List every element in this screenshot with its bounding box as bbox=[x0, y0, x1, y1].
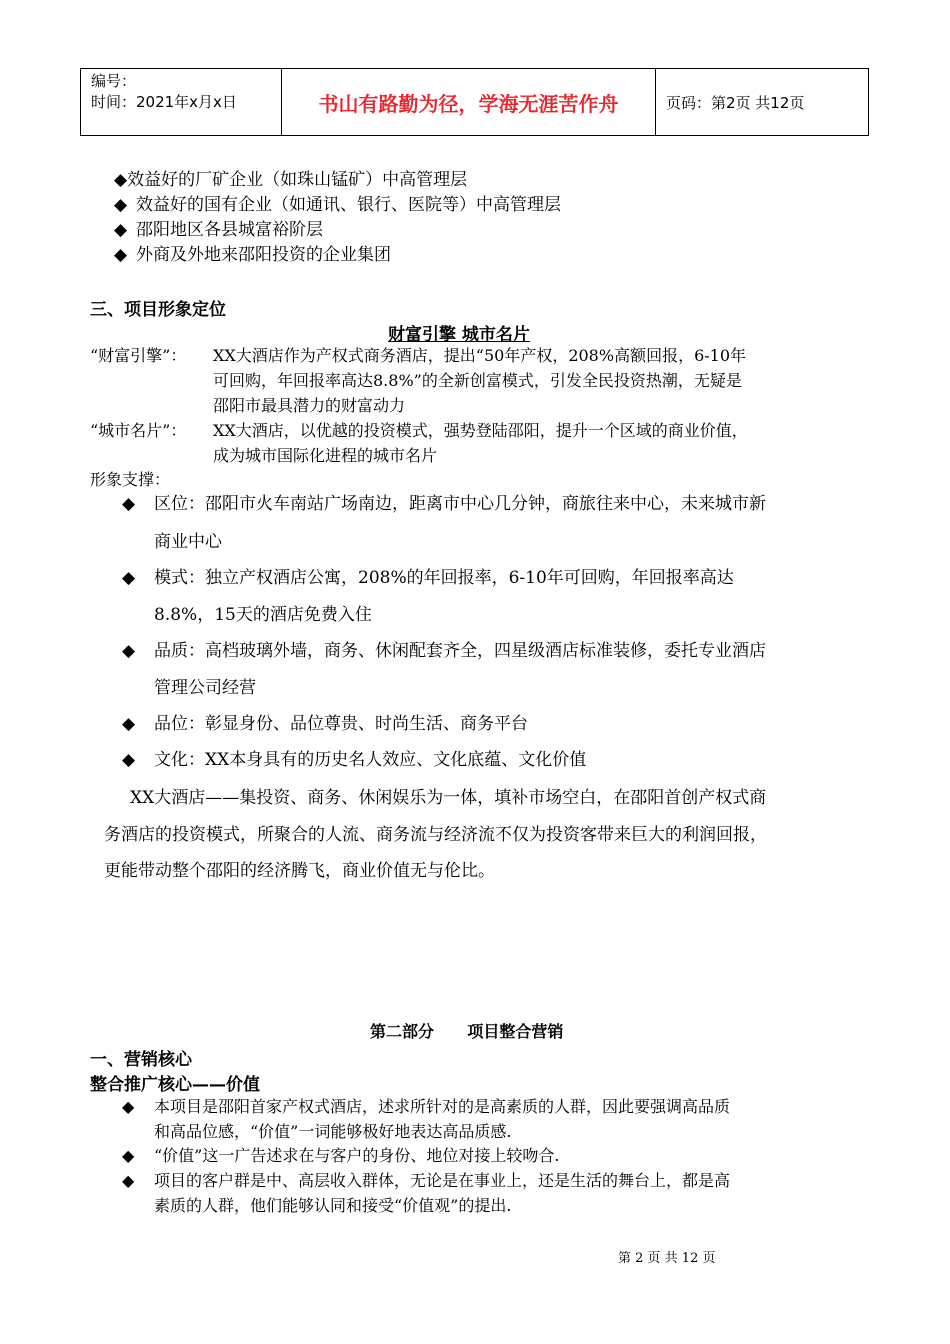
support-item bbox=[122, 492, 766, 516]
marketing-item-text: 项目的客户群是中、高层收入群体，无论是在事业上，还是生活的舞台上，都是高 bbox=[154, 1171, 731, 1190]
support-item-continuation: 商业中心 bbox=[154, 532, 222, 552]
header-meta-cell bbox=[81, 69, 282, 135]
wealth-engine-text: 可回购，年回报率高达8.8%”的全新创富模式，引发全民投资热潮，无疑是 bbox=[213, 371, 742, 390]
bullet-icon: ◆ bbox=[114, 245, 128, 265]
bullet-icon: ◆ bbox=[114, 195, 128, 215]
bullet-icon: ◆ bbox=[122, 641, 136, 661]
bullet-icon: ◆ bbox=[122, 1171, 135, 1190]
support-label: 形象支撑： bbox=[90, 470, 171, 489]
marketing-item-text: “价值”这一广告述求在与客户的身份、地位对接上较吻合. bbox=[154, 1146, 560, 1165]
marketing-item bbox=[122, 1169, 730, 1193]
list-item-text: 效益好的厂矿企业（如珠山锰矿）中高管理层 bbox=[127, 170, 468, 190]
bullet-icon: ◆ bbox=[122, 750, 136, 770]
city-card-text: XX大酒店，以优越的投资模式，强势登陆邵阳，提升一个区域的商业价值， bbox=[213, 421, 748, 440]
header-motto: 书山有路勤为径，学海无涯苦作舟 bbox=[282, 69, 656, 135]
document-time-label: 时间：2021年x月x日 bbox=[91, 93, 237, 111]
support-item bbox=[122, 639, 766, 663]
summary-paragraph-line: 务酒店的投资模式，所聚合的人流、商务流与经济流不仅为投资客带来巨大的利润回报， bbox=[104, 825, 767, 845]
section-heading: 一、营销核心 bbox=[90, 1050, 192, 1070]
page-header-table bbox=[80, 68, 869, 136]
support-item-text: 模式：独立产权酒店公寓，208%的年回报率，6-10年可回购，年回报率高达 bbox=[154, 568, 734, 588]
bullet-icon: ◆ bbox=[122, 714, 136, 734]
support-item-text: 区位：邵阳市火车南站广场南边，距离市中心几分钟，商旅往来中心，未来城市新 bbox=[154, 494, 766, 514]
bullet-icon: ◆ bbox=[122, 494, 136, 514]
marketing-item bbox=[122, 1144, 559, 1168]
section-subtitle: 财富引擎 城市名片 bbox=[388, 325, 530, 345]
list-item-text: 外商及外地来邵阳投资的企业集团 bbox=[136, 245, 391, 265]
header-page-number: 页码：第2页 共12页 bbox=[666, 93, 805, 112]
wealth-engine-text: XX大酒店作为产权式商务酒店，提出“50年产权，208%高额回报，6-10年 bbox=[213, 346, 747, 365]
support-item bbox=[122, 712, 528, 736]
support-item-text: 品质：高档玻璃外墙，商务、休闲配套齐全，四星级酒店标准装修，委托专业酒店 bbox=[154, 641, 766, 661]
section-heading: 三、项目形象定位 bbox=[90, 300, 226, 320]
marketing-item-text: 本项目是邵阳首家产权式酒店，述求所针对的是高素质的人群，因此要强调高品质 bbox=[154, 1097, 731, 1116]
wealth-engine-label: “财富引擎”： bbox=[90, 346, 187, 365]
part-title: 第二部分 项目整合营销 bbox=[370, 1022, 564, 1041]
list-item bbox=[114, 243, 391, 267]
support-item-continuation: 8.8%，15天的酒店免费入住 bbox=[154, 605, 372, 625]
list-item bbox=[114, 218, 323, 242]
support-item-continuation: 管理公司经营 bbox=[154, 678, 256, 698]
bullet-icon: ◆ bbox=[114, 220, 128, 240]
support-item bbox=[122, 748, 586, 772]
list-item bbox=[114, 168, 467, 192]
marketing-item bbox=[122, 1095, 730, 1119]
city-card-text: 成为城市国际化进程的城市名片 bbox=[213, 446, 438, 465]
document-number-label: 编号： bbox=[91, 72, 137, 90]
list-item-text: 邵阳地区各县城富裕阶层 bbox=[136, 220, 323, 240]
page-footer: 第 2 页 共 12 页 bbox=[618, 1251, 716, 1266]
list-item bbox=[114, 193, 561, 217]
support-item bbox=[122, 566, 734, 590]
summary-paragraph-line: XX大酒店——集投资、商务、休闲娱乐为一体，填补市场空白，在邵阳首创产权式商 bbox=[130, 788, 767, 808]
list-item-text: 效益好的国有企业（如通讯、银行、医院等）中高管理层 bbox=[136, 195, 561, 215]
sub-heading: 整合推广核心——价值 bbox=[90, 1075, 260, 1095]
support-item-text: 文化：XX本身具有的历史名人效应、文化底蕴、文化价值 bbox=[154, 750, 587, 770]
bullet-icon: ◆ bbox=[114, 170, 128, 190]
marketing-item-continuation: 和高品位感，“价值”一词能够极好地表达高品质感. bbox=[154, 1122, 512, 1141]
summary-paragraph-line: 更能带动整个邵阳的经济腾飞，商业价值无与伦比。 bbox=[104, 861, 495, 881]
bullet-icon: ◆ bbox=[122, 1097, 135, 1116]
city-card-label: “城市名片”： bbox=[90, 421, 187, 440]
support-item-text: 品位：彰显身份、品位尊贵、时尚生活、商务平台 bbox=[154, 714, 528, 734]
marketing-item-continuation: 素质的人群，他们能够认同和接受“价值观”的提出. bbox=[154, 1196, 512, 1215]
bullet-icon: ◆ bbox=[122, 568, 136, 588]
wealth-engine-text: 邵阳市最具潜力的财富动力 bbox=[213, 396, 406, 415]
bullet-icon: ◆ bbox=[122, 1146, 135, 1165]
